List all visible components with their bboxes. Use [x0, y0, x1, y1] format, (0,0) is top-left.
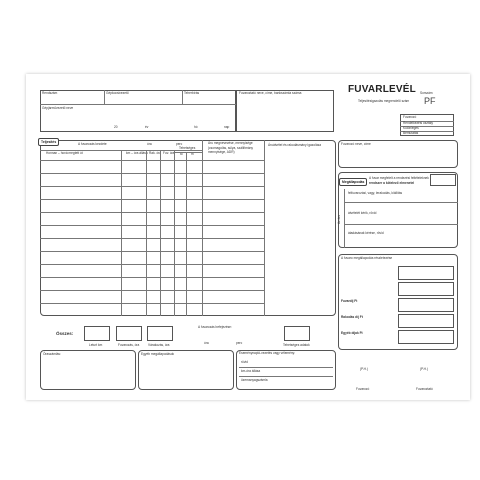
- gepkocsi-label: Gépkocsivezető: [106, 91, 129, 95]
- list-item: Rendelkezési osztály: [403, 121, 433, 125]
- ph-1: (P.H.): [360, 367, 368, 371]
- teljesitesi-note: Teljesítésigazolás megrendelő szám: [358, 99, 410, 103]
- fuvaroztato-box: [236, 90, 334, 132]
- dij-box-4[interactable]: [398, 314, 454, 328]
- aru-sub: (csomagolás, súlya, szállítmány mennyisége, ADR): [208, 146, 253, 154]
- list-item: Különleges: [403, 126, 419, 130]
- total-label: Várakozás, óra: [148, 343, 170, 347]
- col-header: Rak. óra: [149, 151, 162, 155]
- esemeny-line: rövid: [241, 360, 248, 364]
- sign-fuvarozo: Fuvarozó: [356, 387, 370, 391]
- egyeb-dij-label: Egyéb díjak Ft: [341, 331, 363, 335]
- fuvarozo-label: Fuvarozó neve, címe: [341, 142, 371, 146]
- col-header: Tehetséges: [179, 146, 196, 150]
- oraszamlas-label: Óraszámlás:: [43, 352, 61, 356]
- rakodas-label: Rakodás díj Ft: [341, 315, 363, 319]
- total-label: Fuvarozás, óra: [118, 343, 140, 347]
- total-label: Tehetséges adatok: [283, 343, 310, 347]
- esemeny-line: km-óra állása: [241, 369, 261, 373]
- list-item: Fuvarozó: [403, 115, 417, 119]
- pf-label: PF: [424, 96, 436, 106]
- sign-fuvaroztato: Fuvaroztató: [416, 387, 433, 391]
- fuvaro-meg-label: A fuvaro megállapodás részletezése: [341, 256, 393, 260]
- total-tehetseg-box[interactable]: [284, 326, 310, 341]
- aru-line: átadásának kérése, rövid: [348, 231, 384, 235]
- dij-box-1[interactable]: [398, 266, 454, 280]
- date-ev: év: [145, 125, 149, 129]
- tehetseg-label: Teherbírás: [184, 91, 200, 95]
- date-ho: hó: [194, 125, 198, 129]
- list-item: Bemutatás: [403, 130, 419, 135]
- col-header: km – óra állása: [126, 151, 148, 155]
- col-header: Honnan – hová megtett út: [46, 151, 83, 155]
- sub-header: to: [180, 152, 183, 156]
- table-ora: óra: [147, 142, 152, 146]
- osszes-label: Összes:: [56, 331, 74, 336]
- dij-box-5[interactable]: [398, 330, 454, 344]
- total-fuvar-box[interactable]: [116, 326, 142, 341]
- esemeny-line: üzemanyagszámla: [241, 378, 268, 382]
- sorszam-label: Sorszám: [420, 91, 433, 95]
- befejezes-perc: perc: [236, 341, 243, 345]
- total-label: Leturt km: [89, 343, 103, 347]
- az-aru-label: Az áru: [337, 214, 341, 224]
- dij-box-3[interactable]: [398, 298, 454, 312]
- sub-header: m: [191, 152, 194, 156]
- befejezes-label: A fuvarozás befejezése:: [198, 325, 232, 329]
- waybill-form: [26, 74, 470, 400]
- megallapodas-tab: Megállapodás: [339, 178, 367, 186]
- table-perc: perc: [176, 142, 183, 146]
- vehicle-block: [40, 90, 236, 132]
- total-km-box[interactable]: [84, 326, 110, 341]
- form-title: FUVARLEVÉL: [348, 84, 416, 95]
- fuvaroztato-label: Fuvaroztató neve, címe, bankszámla száma: [239, 91, 302, 95]
- rendszer-label: rendszer a kötelező elmenetel: [369, 181, 415, 185]
- aru-line: felfuvarozási, vagy, lerakodás, kiállítás: [348, 191, 403, 195]
- egyeb-label: Egyéb megállapodások: [141, 352, 175, 356]
- fuvardij-label: Fuvardíj Ft: [341, 299, 358, 303]
- atvetel-header: Áruátvétel és rakodásmány igazolása: [268, 143, 321, 147]
- befejezes-ora: óra: [204, 341, 209, 345]
- fuvar-megfelel: A fuvar megfelelt a rendezési feltételeknek: [369, 176, 429, 180]
- ph-2: (P.H.): [420, 367, 428, 371]
- total-varakozas-box[interactable]: [147, 326, 173, 341]
- table-header-text: A fuvarozás kezdete: [78, 142, 107, 146]
- dij-box-2[interactable]: [398, 282, 454, 296]
- col-header: Fuv. óra: [163, 151, 175, 155]
- aru-line: átvételét kérik, rövid: [348, 211, 377, 215]
- date-nap: nap: [224, 125, 230, 129]
- esemeny-label: Eseménynapló-vezetés vagy vélemény:: [239, 351, 296, 355]
- gepjarmu-label: Gépjárművezető neve: [42, 106, 74, 110]
- date-year: 20: [114, 125, 118, 129]
- megallapodas-inner: [430, 174, 456, 186]
- teljesites-tab: Teljesítés: [38, 138, 59, 146]
- rendszam-label: Rendszám: [42, 91, 58, 95]
- col-header: Áru megnevezése, mennyisége: [208, 141, 253, 145]
